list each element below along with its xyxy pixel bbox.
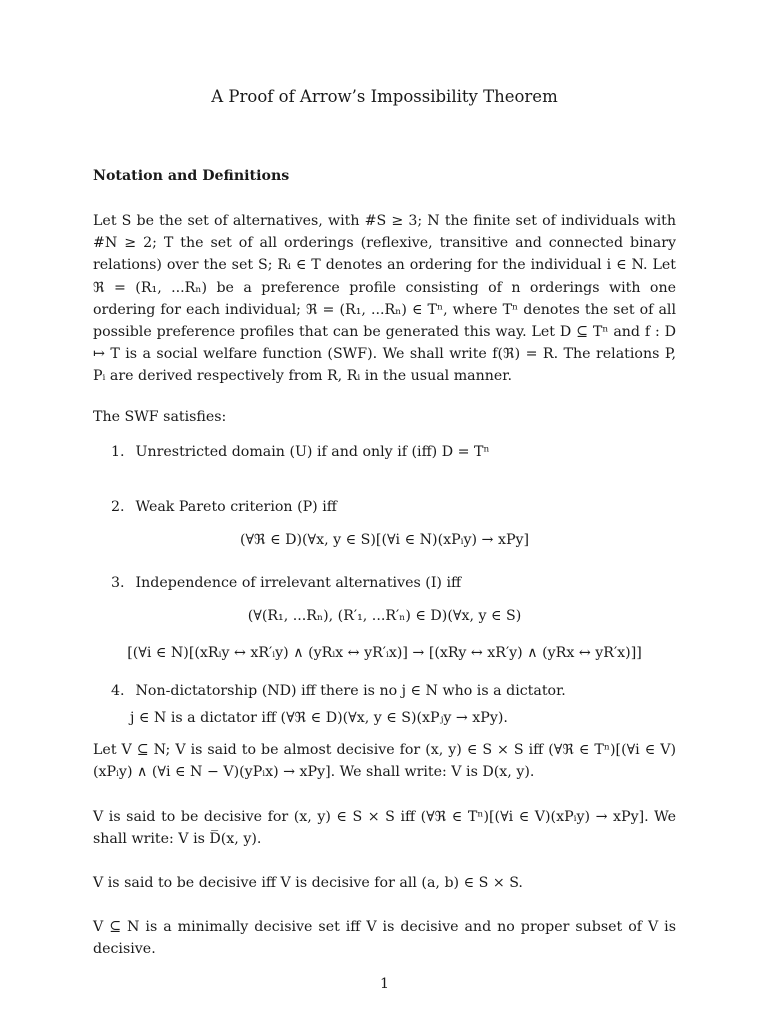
condition-number: 4. [111,683,125,699]
section-heading: Notation and Definitions [93,168,290,184]
iia-formula-body: [(∀i ∈ N)[(xRᵢy ↔ xR′ᵢy) ∧ (yRᵢx ↔ yR′ᵢx)] → [(xRy ↔ xR′y) ∧ (yRx ↔ yR′x)]] [127,645,642,661]
decisive-all-definition: V is said to be decisive iff V is decisive for all (a, b) ∈ S × S. [93,875,523,891]
intro-paragraph: Let S be the set of alternatives, with #S ≥ 3; N the finite set of individuals with #N ≥ 2; T the set of all orderings (reflexive, transitive and connected binary relations) over the set S; Rᵢ ∈ T denotes an ordering for the individual i ∈ N. Let ℜ = (R₁, ...Rₙ) be a preference profile consisting of n orderings with one ordering for each individual; ℜ = (R₁, ...Rₙ) ∈ Tⁿ, where Tⁿ denotes the set of all possible preference profiles that can be generated this way. Let D ⊆ Tⁿ and f : D ↦ T is a social welfare function (SWF). We shall write f(ℜ) = R. The relations P, Pᵢ are derived respectively from R, Rᵢ in the usual manner. [93,213,676,385]
iia-formula-quantifier: (∀(R₁, ...Rₙ), (R′₁, ...R′ₙ) ∈ D)(∀x, y ∈ S) [247,608,522,624]
condition-3 [111,572,676,594]
condition-number: 3. [111,575,125,591]
condition-text: Independence of irrelevant alternatives (I) iff [135,575,462,591]
page-number: 1 [379,976,390,992]
condition-text: Non-dictatorship (ND) iff there is no j ∈ N who is a dictator. [135,683,566,699]
condition-text: Weak Pareto criterion (P) iff [135,499,337,515]
swf-label: The SWF satisfies: [93,409,227,425]
condition-1 [111,441,676,463]
decisive-definition: V is said to be decisive for (x, y) ∈ S × S iff (∀ℜ ∈ Tⁿ)[(∀i ∈ V)(xPᵢy) → xPy]. We shall write: V is D̅(x, y). [93,809,676,848]
condition-number: 2. [111,499,125,515]
paper-title: A Proof of Arrow’s Impossibility Theorem [211,87,558,106]
condition-number: 1. [111,444,125,460]
condition-2 [111,496,676,518]
minimally-decisive-definition: V ⊆ N is a minimally decisive set iff V is decisive and no proper subset of V is decisive. [93,919,676,958]
pareto-formula: (∀ℜ ∈ D)(∀x, y ∈ S)[(∀i ∈ N)(xPᵢy) → xPy] [239,532,530,548]
condition-4 [111,680,676,702]
almost-decisive-definition: Let V ⊆ N; V is said to be almost decisive for (x, y) ∈ S × S iff (∀ℜ ∈ Tⁿ)[(∀i ∈ V)(xPᵢy) ∧ (∀i ∈ N − V)(yPᵢx) → xPy]. We shall write: V is D(x, y). [93,742,676,781]
dictator-definition: j ∈ N is a dictator iff (∀ℜ ∈ D)(∀x, y ∈ S)(xPⱼy → xPy). [130,710,508,726]
condition-text: Unrestricted domain (U) if and only if (iff) D = Tⁿ [135,444,490,460]
